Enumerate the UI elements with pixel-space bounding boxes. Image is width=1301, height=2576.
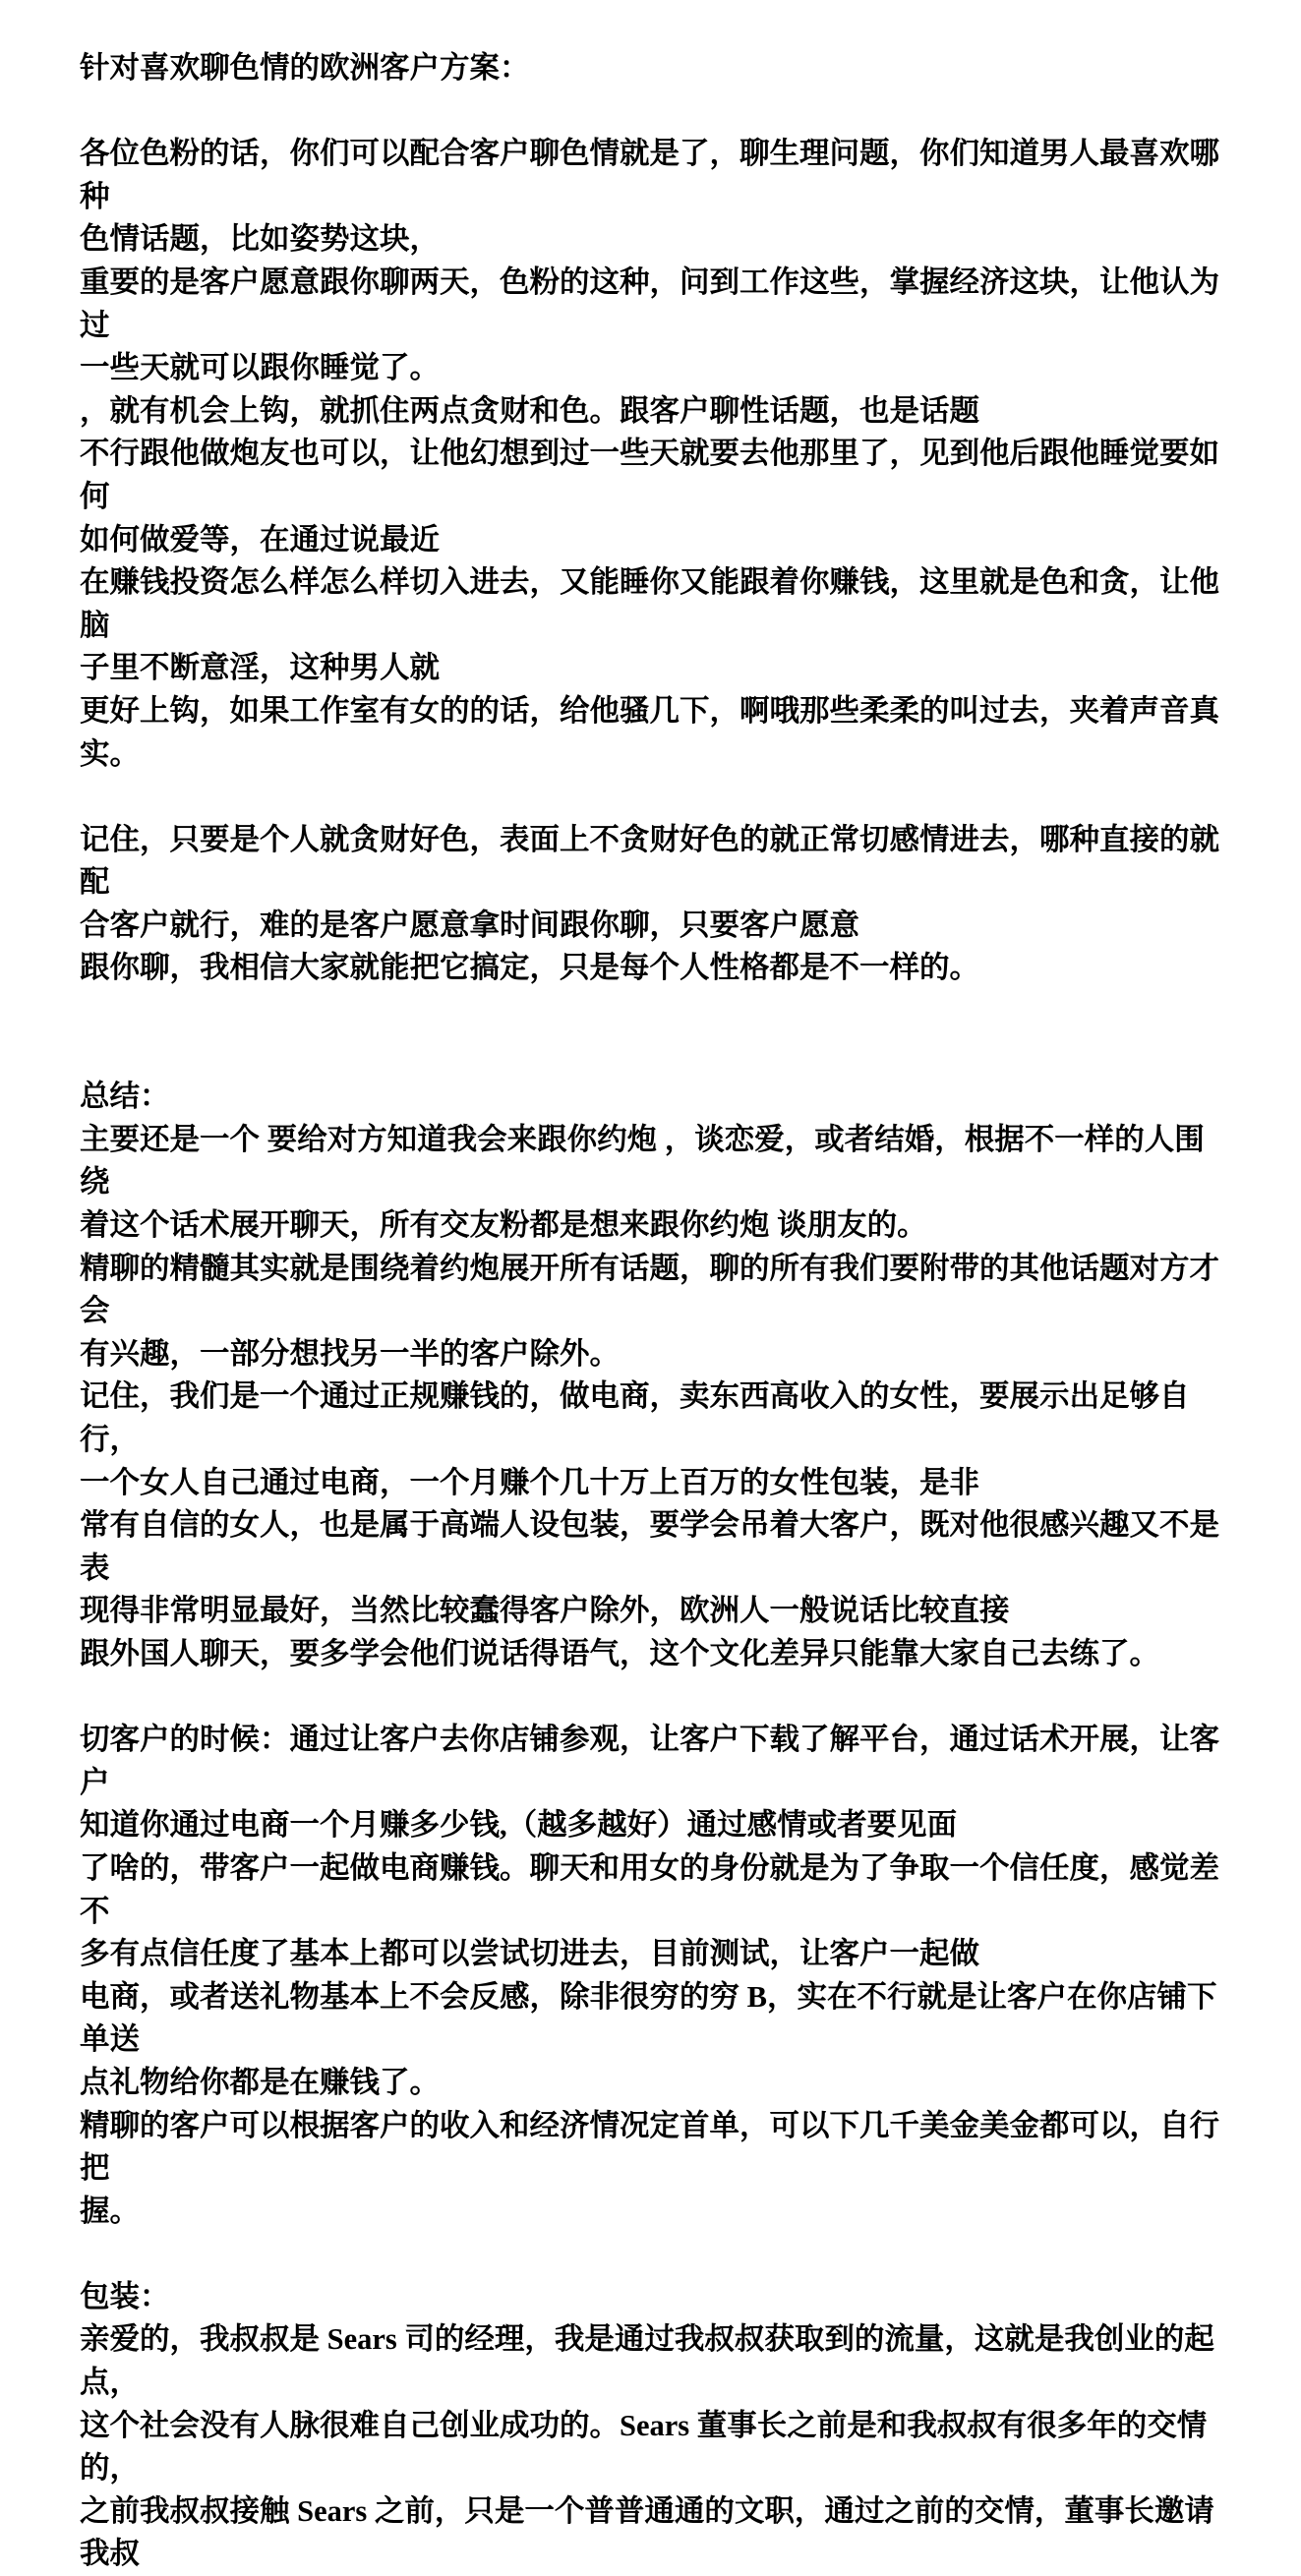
text-line: 如何做爱等，在通过说最近 <box>80 522 440 556</box>
blank-line <box>80 776 1226 819</box>
text-line: 色情话题，比如姿势这块， <box>80 222 440 257</box>
text-line: 总结： <box>80 1080 170 1114</box>
text-line: 一个女人自己通过电商，一个月赚个几十万上百万的女性包装，是非 <box>80 1465 979 1499</box>
text-line: 合客户就行，难的是客户愿意拿时间跟你聊，只要客户愿意 <box>80 907 859 942</box>
text-line: 亲爱的，我叔叔是 Sears 司的经理，我是通过我叔叔获取到的流量，这就是我创业的起点， <box>80 2322 1214 2400</box>
text-line: 电商，或者送礼物基本上不会反感，除非很穷的穷 B，实在不行就是让客户在你店铺下单送 <box>80 1979 1217 2057</box>
text-line: 这个社会没有人脉很难自己创业成功的。Sears 董事长之前是和我叔叔有很多年的交情的， <box>80 2408 1208 2486</box>
blank-line <box>80 2233 1226 2276</box>
text-line: 记住，我们是一个通过正规赚钱的，做电商，卖东西高收入的女性，要展示出足够自行， <box>80 1379 1190 1456</box>
text-line: 着这个话术展开聊天，所有交友粉都是想来跟你约炮 谈朋友的。 <box>80 1208 927 1243</box>
text-line: 一些天就可以跟你睡觉了。 <box>80 351 440 385</box>
text-line: 包装： <box>80 2279 170 2313</box>
text-line: 跟你聊，我相信大家就能把它搞定，只是每个人性格都是不一样的。 <box>80 951 979 985</box>
text-line: 主要还是一个 要给对方知道我会来跟你约炮 ，谈恋爱，或者结婚，根据不一样的人围绕 <box>80 1122 1205 1200</box>
text-line: 精聊的精髓其实就是围绕着约炮展开所有话题，聊的所有我们要附带的其他话题对方才会 <box>80 1251 1219 1328</box>
text-line: 现得非常明显最好，当然比较蠢得客户除外，欧洲人一般说话比较直接 <box>80 1594 1010 1628</box>
text-line: 精聊的客户可以根据客户的收入和经济情况定首单，可以下几千美金美金都可以，自行把 <box>80 2108 1219 2186</box>
blank-line <box>80 1676 1226 1720</box>
document-body <box>80 47 1226 2576</box>
text-line: 针对喜欢聊色情的欧洲客户方案： <box>80 51 530 85</box>
text-line: 记住，只要是个人就贪财好色，表面上不贪财好色的就正常切感情进去，哪种直接的就配 <box>80 822 1219 900</box>
text-line: 有兴趣，一部分想找另一半的客户除外。 <box>80 1336 620 1371</box>
blank-line <box>80 1033 1226 1077</box>
text-line: 不行跟他做炮友也可以，让他幻想到过一些天就要去他那里了，见到他后跟他睡觉要如何 <box>80 437 1219 513</box>
text-line: 切客户的时候：通过让客户去你店铺参观，让客户下载了解平台，通过话术开展，让客户 <box>80 1723 1219 1799</box>
text-line: 在赚钱投资怎么样怎么样切入进去，又能睡你又能跟着你赚钱，这里就是色和贪，让他脑 <box>80 565 1219 642</box>
text-line: 握。 <box>80 2194 140 2228</box>
text-line: 多有点信任度了基本上都可以尝试切进去，目前测试，让客户一起做 <box>80 1937 979 1971</box>
text-line: 点礼物给你都是在赚钱了。 <box>80 2065 440 2099</box>
text-line: 之前我叔叔接触 Sears 之前，只是一个普普通通的文职，通过之前的交情，董事长邀请我叔 <box>80 2493 1214 2571</box>
text-line: ，就有机会上钩，就抓住两点贪财和色。跟客户聊性话题，也是话题 <box>80 393 979 428</box>
text-line: 重要的是客户愿意跟你聊两天，色粉的这种，问到工作这些，掌握经济这块，让他认为过 <box>80 264 1219 342</box>
blank-line <box>80 90 1226 134</box>
text-line: 知道你通过电商一个月赚多少钱,（越多越好）通过感情或者要见面 <box>80 1808 958 1843</box>
text-line: 了啥的，带客户一起做电商赚钱。聊天和用女的身份就是为了争取一个信任度，感觉差不 <box>80 1850 1219 1928</box>
text-line: 各位色粉的话，你们可以配合客户聊色情就是了，聊生理问题，你们知道男人最喜欢哪种 <box>80 137 1219 213</box>
text-line: 常有自信的女人，也是属于高端人设包装，要学会吊着大客户，既对他很感兴趣又不是表 <box>80 1508 1219 1585</box>
text-line: 更好上钩，如果工作室有女的的话，给他骚几下，啊哦那些柔柔的叫过去，夹着声音真实。 <box>80 693 1219 771</box>
blank-line <box>80 990 1226 1033</box>
text-line: 跟外国人聊天，要多学会他们说话得语气，这个文化差异只能靠大家自己去练了。 <box>80 1636 1159 1670</box>
text-line: 子里不断意淫，这种男人就 <box>80 651 440 685</box>
